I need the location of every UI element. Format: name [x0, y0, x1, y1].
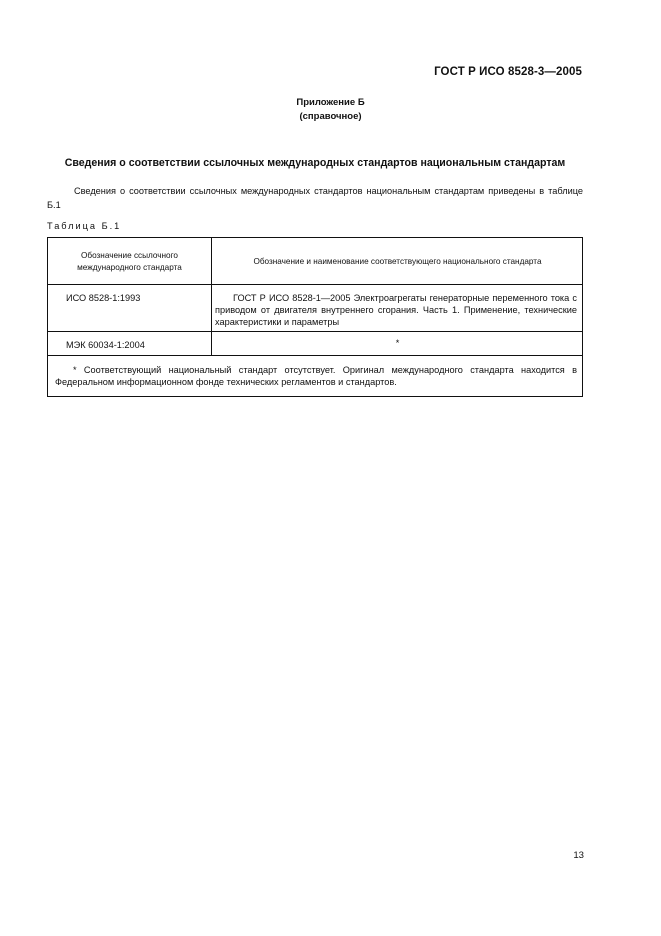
- appendix-title: Приложение Б: [296, 97, 365, 108]
- document-code: ГОСТ Р ИСО 8528-3—2005: [434, 66, 582, 78]
- table-header-divider: [48, 284, 582, 285]
- appendix-heading: [0, 96, 661, 124]
- table-row-2-intl: МЭК 60034-1:2004: [66, 340, 145, 350]
- section-title: Сведения о соответствии ссылочных международных стандартов национальным стандартам: [64, 157, 566, 169]
- table-row-2-national: *: [395, 338, 400, 348]
- table-footnote-divider: [48, 355, 582, 356]
- appendix-subtitle: (справочное): [299, 111, 362, 122]
- table-footnote: * Соответствующий национальный стандарт отсутствует. Оригинал международного стандарта находится в Федеральном информационном фонде технических регламентов и стандартов.: [55, 365, 577, 387]
- page-number: 13: [573, 850, 584, 861]
- table-row-divider: [48, 331, 582, 332]
- table-row-1-national: ГОСТ Р ИСО 8528-1—2005 Электроагрегаты генераторные переменного тока с приводом от двигателя внутреннего сгорания. Часть 1. Применение, технические характеристики и параметры: [215, 293, 577, 327]
- table-label: Таблица Б.1: [47, 221, 122, 231]
- table-header-intl: Обозначение ссылочного международного стандарта: [77, 251, 182, 272]
- table-row-1-intl: ИСО 8528-1:1993: [66, 293, 141, 303]
- intro-paragraph: Сведения о соответствии ссылочных международных стандартов национальным стандартам приведены в таблице Б.1: [47, 186, 583, 210]
- table-header-national: Обозначение и наименование соответствующего национального стандарта: [253, 257, 542, 266]
- correspondence-table: [47, 237, 583, 397]
